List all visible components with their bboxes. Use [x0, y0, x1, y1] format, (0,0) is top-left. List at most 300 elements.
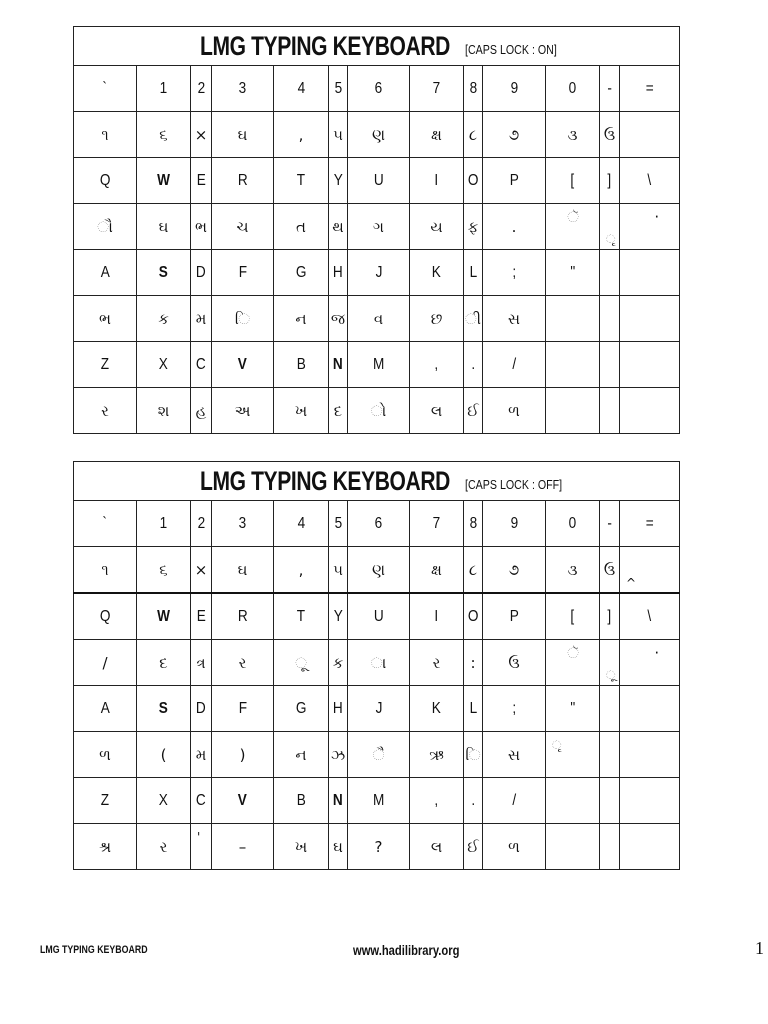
- glyph-cell: [191, 824, 212, 870]
- glyph-cell: [348, 204, 410, 250]
- key-cell: [410, 686, 464, 732]
- key-label: V: [237, 792, 248, 809]
- gujarati-glyph: ન: [295, 309, 307, 328]
- key-cell: [274, 158, 329, 204]
- gujarati-glyph: ય: [430, 217, 443, 236]
- gujarati-glyph: ઝ: [330, 745, 346, 764]
- gujarati-glyph: ર: [101, 401, 109, 420]
- gujarati-glyph: શ: [157, 401, 170, 420]
- key-cell: [620, 66, 680, 112]
- glyph-cell: [546, 824, 600, 870]
- key-cell: [348, 250, 410, 296]
- gujarati-glyph: લ: [430, 837, 443, 856]
- glyph-cell: [191, 296, 212, 342]
- glyph-cell: [212, 547, 274, 594]
- key-label: P: [509, 172, 519, 189]
- gujarati-glyph: ': [197, 830, 201, 844]
- gujarati-glyph: ઘ: [237, 125, 248, 144]
- page-number: 1: [755, 938, 764, 958]
- gujarati-glyph: ગ: [373, 217, 384, 236]
- key-label: U: [373, 608, 384, 625]
- glyph-cell: [348, 732, 410, 778]
- key-label: L: [469, 264, 477, 281]
- key-label: H: [333, 264, 343, 281]
- caps-lock-status: [CAPS LOCK : ON]: [465, 42, 557, 57]
- gujarati-glyph: ૭: [508, 125, 520, 144]
- key-label: C: [196, 356, 206, 373]
- key-cell: [191, 158, 212, 204]
- gujarati-glyph: ી: [464, 309, 482, 328]
- key-cell: [600, 686, 620, 732]
- glyph-cell: [348, 640, 410, 686]
- key-cell: [191, 593, 212, 640]
- gujarati-glyph: ૂ: [606, 668, 616, 682]
- glyph-cell: [620, 112, 680, 158]
- glyph-cell: [620, 640, 680, 686]
- glyph-cell: [600, 112, 620, 158]
- glyph-cell: [600, 296, 620, 342]
- key-cell: [74, 158, 137, 204]
- key-label: T: [296, 608, 306, 625]
- gujarati-glyph: ઘ: [237, 560, 248, 579]
- gujarati-glyph: િ: [234, 309, 251, 328]
- glyph-cell: [620, 732, 680, 778]
- glyph-cell: [74, 824, 137, 870]
- key-cell: [600, 501, 620, 547]
- gujarati-glyph-row: [74, 640, 680, 686]
- key-label: .: [471, 792, 475, 809]
- key-label: ;: [512, 264, 516, 281]
- key-label: ": [570, 264, 575, 281]
- gujarati-glyph: છ: [430, 309, 443, 328]
- key-label-row: [74, 250, 680, 296]
- key-cell: [546, 66, 600, 112]
- glyph-cell: [600, 388, 620, 434]
- glyph-cell: [329, 204, 348, 250]
- key-cell: [137, 66, 191, 112]
- key-cell: [620, 686, 680, 732]
- keyboard-caps-on: [73, 26, 680, 434]
- gujarati-glyph: અ: [234, 401, 251, 420]
- glyph-cell: [410, 296, 464, 342]
- glyph-cell: [464, 112, 483, 158]
- key-cell: [212, 66, 274, 112]
- key-cell: [483, 593, 546, 640]
- key-cell: [464, 501, 483, 547]
- key-cell: [137, 778, 191, 824]
- glyph-cell: [137, 204, 191, 250]
- gujarati-glyph: ભ: [194, 217, 207, 236]
- key-label: 2: [197, 515, 205, 532]
- key-label: 5: [334, 515, 342, 532]
- key-label: B: [296, 792, 306, 809]
- glyph-cell: [191, 388, 212, 434]
- key-cell: [329, 778, 348, 824]
- gujarati-glyph: હ: [195, 401, 207, 420]
- key-cell: [620, 778, 680, 824]
- glyph-cell: [329, 112, 348, 158]
- key-cell: [620, 342, 680, 388]
- key-cell: [191, 686, 212, 732]
- footer-document-title: LMG TYPING KEYBOARD: [40, 944, 148, 956]
- keyboard-caps-off: [73, 461, 680, 870]
- key-label: C: [196, 792, 206, 809]
- glyph-cell: [212, 640, 274, 686]
- gujarati-glyph: ૃ: [552, 738, 562, 752]
- key-cell: [74, 593, 137, 640]
- glyph-cell: [546, 547, 600, 594]
- gujarati-glyph: ઈ: [467, 401, 479, 420]
- key-label: `: [102, 80, 108, 97]
- glyph-cell: [546, 112, 600, 158]
- key-label-row: [74, 158, 680, 204]
- key-label: G: [295, 700, 307, 717]
- key-cell: [410, 778, 464, 824]
- glyph-cell: [410, 388, 464, 434]
- gujarati-glyph: ૧: [101, 125, 109, 144]
- key-label: L: [469, 700, 477, 717]
- key-label: `: [102, 515, 108, 532]
- key-cell: [212, 158, 274, 204]
- key-cell: [600, 66, 620, 112]
- key-cell: [212, 501, 274, 547]
- key-label: Z: [100, 356, 110, 373]
- key-label: O: [467, 608, 479, 625]
- glyph-cell: [137, 547, 191, 594]
- gujarati-glyph: ૬: [159, 125, 168, 144]
- glyph-cell: [600, 640, 620, 686]
- key-cell: [464, 66, 483, 112]
- key-label: M: [372, 792, 385, 809]
- key-label: E: [196, 172, 206, 189]
- key-label: 4: [297, 515, 305, 532]
- key-label: N: [333, 356, 343, 373]
- gujarati-glyph: ર: [159, 837, 168, 856]
- glyph-cell: [74, 112, 137, 158]
- key-label: 8: [469, 80, 477, 97]
- key-cell: [483, 686, 546, 732]
- glyph-cell: [274, 732, 329, 778]
- key-cell: [137, 686, 191, 732]
- key-label: ,: [434, 356, 439, 373]
- key-label: S: [158, 700, 169, 717]
- key-label: I: [434, 172, 439, 189]
- gujarati-glyph: િ: [465, 745, 481, 764]
- glyph-cell: [137, 732, 191, 778]
- glyph-cell: [274, 824, 329, 870]
- key-label-row: [74, 342, 680, 388]
- glyph-cell: [464, 640, 483, 686]
- gujarati-glyph: ૭: [508, 560, 520, 579]
- key-cell: [410, 66, 464, 112]
- gujarati-glyph: ર: [432, 653, 441, 672]
- key-cell: [348, 66, 410, 112]
- key-cell: [137, 250, 191, 296]
- gujarati-glyph: ઋ: [429, 745, 444, 764]
- gujarati-glyph: વ: [373, 309, 384, 328]
- gujarati-glyph: ,: [298, 125, 304, 144]
- key-cell: [274, 501, 329, 547]
- gujarati-glyph: ૈ: [372, 745, 385, 764]
- gujarati-glyph: ત: [296, 217, 306, 236]
- glyph-cell: [546, 296, 600, 342]
- glyph-cell: [620, 824, 680, 870]
- gujarati-glyph: મ: [195, 745, 207, 764]
- key-cell: [191, 778, 212, 824]
- key-cell: [546, 342, 600, 388]
- key-cell: [464, 686, 483, 732]
- glyph-cell: [348, 112, 410, 158]
- glyph-cell: [483, 388, 546, 434]
- key-cell: [464, 158, 483, 204]
- key-label: \: [647, 172, 652, 189]
- key-cell: [137, 501, 191, 547]
- gujarati-glyph: ક્ષ: [431, 125, 442, 144]
- key-cell: [464, 342, 483, 388]
- key-label: B: [296, 356, 306, 373]
- key-cell: [329, 158, 348, 204]
- glyph-cell: [546, 732, 600, 778]
- key-label-row: [74, 66, 680, 112]
- gujarati-glyph: થ: [332, 217, 344, 236]
- key-label: G: [295, 264, 307, 281]
- gujarati-glyph: ૃ: [606, 232, 616, 246]
- key-label: 2: [197, 80, 205, 97]
- gujarati-glyph: ^: [626, 576, 637, 590]
- key-cell: [546, 250, 600, 296]
- key-label: X: [158, 792, 169, 809]
- key-label: /: [512, 792, 516, 809]
- key-label: 9: [510, 515, 518, 532]
- glyph-cell: [191, 640, 212, 686]
- glyph-cell: [137, 388, 191, 434]
- key-label: U: [373, 172, 384, 189]
- gujarati-glyph: દ: [333, 401, 343, 420]
- gujarati-glyph: ખ: [294, 401, 308, 420]
- glyph-cell: [348, 824, 410, 870]
- glyph-cell: [274, 204, 329, 250]
- key-cell: [483, 342, 546, 388]
- keyboard-title-row: [74, 462, 680, 501]
- key-cell: [137, 342, 191, 388]
- glyph-cell: [191, 204, 212, 250]
- glyph-cell: [274, 547, 329, 594]
- key-label: E: [196, 608, 206, 625]
- key-label: 6: [374, 515, 383, 532]
- gujarati-glyph: /: [102, 653, 108, 672]
- key-cell: [546, 686, 600, 732]
- key-cell: [74, 778, 137, 824]
- key-label: 4: [297, 80, 305, 97]
- key-label: F: [238, 264, 247, 281]
- key-label: 3: [238, 515, 247, 532]
- gujarati-glyph: ×: [194, 560, 208, 579]
- key-label: =: [645, 515, 654, 532]
- key-cell: [410, 501, 464, 547]
- key-cell: [274, 593, 329, 640]
- key-label: Z: [100, 792, 110, 809]
- glyph-cell: [212, 204, 274, 250]
- gujarati-glyph: ફ: [467, 217, 479, 236]
- gujarati-glyph: (: [160, 745, 167, 764]
- key-label: 0: [568, 80, 577, 97]
- key-cell: [329, 342, 348, 388]
- caps-lock-status: [CAPS LOCK : OFF]: [465, 477, 563, 492]
- gujarati-glyph: ·: [654, 208, 660, 226]
- glyph-cell: [191, 732, 212, 778]
- key-cell: [191, 501, 212, 547]
- key-label: D: [196, 264, 206, 281]
- gujarati-glyph: ,: [298, 560, 304, 579]
- key-label: ;: [512, 700, 516, 717]
- gujarati-glyph: ઘ: [158, 217, 169, 236]
- key-label-row: [74, 686, 680, 732]
- key-label: A: [100, 700, 110, 717]
- key-label: O: [467, 172, 479, 189]
- glyph-cell: [329, 640, 348, 686]
- key-label: H: [333, 700, 343, 717]
- glyph-cell: [74, 296, 137, 342]
- keyboard-title: LMG TYPING KEYBOARD: [200, 31, 451, 61]
- glyph-cell: [212, 296, 274, 342]
- glyph-cell: [410, 112, 464, 158]
- gujarati-glyph: ર: [238, 653, 247, 672]
- key-cell: [348, 501, 410, 547]
- key-label: ,: [434, 792, 439, 809]
- glyph-cell: [74, 547, 137, 594]
- key-cell: [410, 158, 464, 204]
- glyph-cell: [74, 204, 137, 250]
- gujarati-glyph: ણ: [371, 125, 386, 144]
- key-label: 9: [510, 80, 518, 97]
- key-label: -: [607, 515, 612, 532]
- key-cell: [546, 593, 600, 640]
- glyph-cell: [212, 732, 274, 778]
- glyph-cell: [410, 640, 464, 686]
- key-label: 7: [432, 515, 441, 532]
- key-label-row: [74, 778, 680, 824]
- glyph-cell: [546, 204, 600, 250]
- glyph-cell: [483, 547, 546, 594]
- glyph-cell: [329, 547, 348, 594]
- glyph-cell: [137, 296, 191, 342]
- glyph-cell: [620, 296, 680, 342]
- key-cell: [483, 158, 546, 204]
- key-cell: [274, 250, 329, 296]
- key-cell: [74, 342, 137, 388]
- glyph-cell: [137, 824, 191, 870]
- glyph-cell: [483, 204, 546, 250]
- key-label: N: [333, 792, 343, 809]
- key-label: I: [434, 608, 439, 625]
- gujarati-glyph: ઉ: [508, 653, 520, 672]
- gujarati-glyph-row: [74, 388, 680, 434]
- gujarati-glyph: ક: [332, 653, 344, 672]
- key-label: X: [158, 356, 169, 373]
- key-label: M: [372, 356, 385, 373]
- key-cell: [274, 342, 329, 388]
- key-cell: [464, 250, 483, 296]
- glyph-cell: [410, 824, 464, 870]
- glyph-cell: [348, 388, 410, 434]
- gujarati-glyph: ૂ: [295, 653, 307, 672]
- gujarati-glyph: ૅ: [567, 208, 579, 226]
- gujarati-glyph-row: [74, 547, 680, 594]
- key-cell: [464, 778, 483, 824]
- gujarati-glyph-row: [74, 112, 680, 158]
- key-cell: [74, 250, 137, 296]
- key-label: \: [647, 608, 652, 625]
- glyph-cell: [410, 547, 464, 594]
- key-cell: [137, 158, 191, 204]
- glyph-cell: [274, 388, 329, 434]
- key-label: 6: [374, 80, 383, 97]
- glyph-cell: [483, 640, 546, 686]
- key-cell: [620, 501, 680, 547]
- key-cell: [600, 250, 620, 296]
- key-cell: [410, 342, 464, 388]
- gujarati-glyph: ૩: [567, 125, 578, 144]
- glyph-cell: [600, 732, 620, 778]
- key-label: T: [296, 172, 306, 189]
- glyph-cell: [464, 824, 483, 870]
- key-label: ": [570, 700, 575, 717]
- key-label: W: [157, 608, 170, 625]
- glyph-cell: [137, 112, 191, 158]
- glyph-cell: [410, 204, 464, 250]
- key-cell: [464, 593, 483, 640]
- key-label: K: [431, 264, 442, 281]
- gujarati-glyph: ×: [194, 125, 208, 144]
- gujarati-glyph: મ: [195, 309, 207, 328]
- gujarati-glyph: જ: [330, 309, 346, 328]
- glyph-cell: [464, 296, 483, 342]
- gujarati-glyph: ા: [370, 653, 387, 672]
- key-cell: [74, 686, 137, 732]
- key-label: 1: [159, 515, 168, 532]
- gujarati-glyph: ૬: [159, 560, 168, 579]
- glyph-cell: [274, 640, 329, 686]
- key-label: J: [375, 700, 382, 717]
- key-cell: [620, 158, 680, 204]
- key-cell: [212, 342, 274, 388]
- key-cell: [348, 778, 410, 824]
- key-label: /: [512, 356, 516, 373]
- glyph-cell: [329, 824, 348, 870]
- key-cell: [274, 66, 329, 112]
- glyph-cell: [329, 388, 348, 434]
- gujarati-glyph: સ: [507, 309, 521, 328]
- key-label: J: [375, 264, 382, 281]
- key-cell: [483, 778, 546, 824]
- key-label: -: [607, 80, 612, 97]
- glyph-cell: [348, 547, 410, 594]
- glyph-cell: [212, 112, 274, 158]
- key-cell: [600, 778, 620, 824]
- key-label: 8: [469, 515, 477, 532]
- key-cell: [329, 250, 348, 296]
- key-cell: [600, 342, 620, 388]
- key-cell: [620, 250, 680, 296]
- glyph-cell: [464, 204, 483, 250]
- key-cell: [329, 66, 348, 112]
- key-label: R: [237, 608, 248, 625]
- glyph-cell: [464, 388, 483, 434]
- gujarati-glyph: ઉ: [603, 560, 616, 579]
- glyph-cell: [137, 640, 191, 686]
- glyph-cell: [348, 296, 410, 342]
- key-cell: [191, 250, 212, 296]
